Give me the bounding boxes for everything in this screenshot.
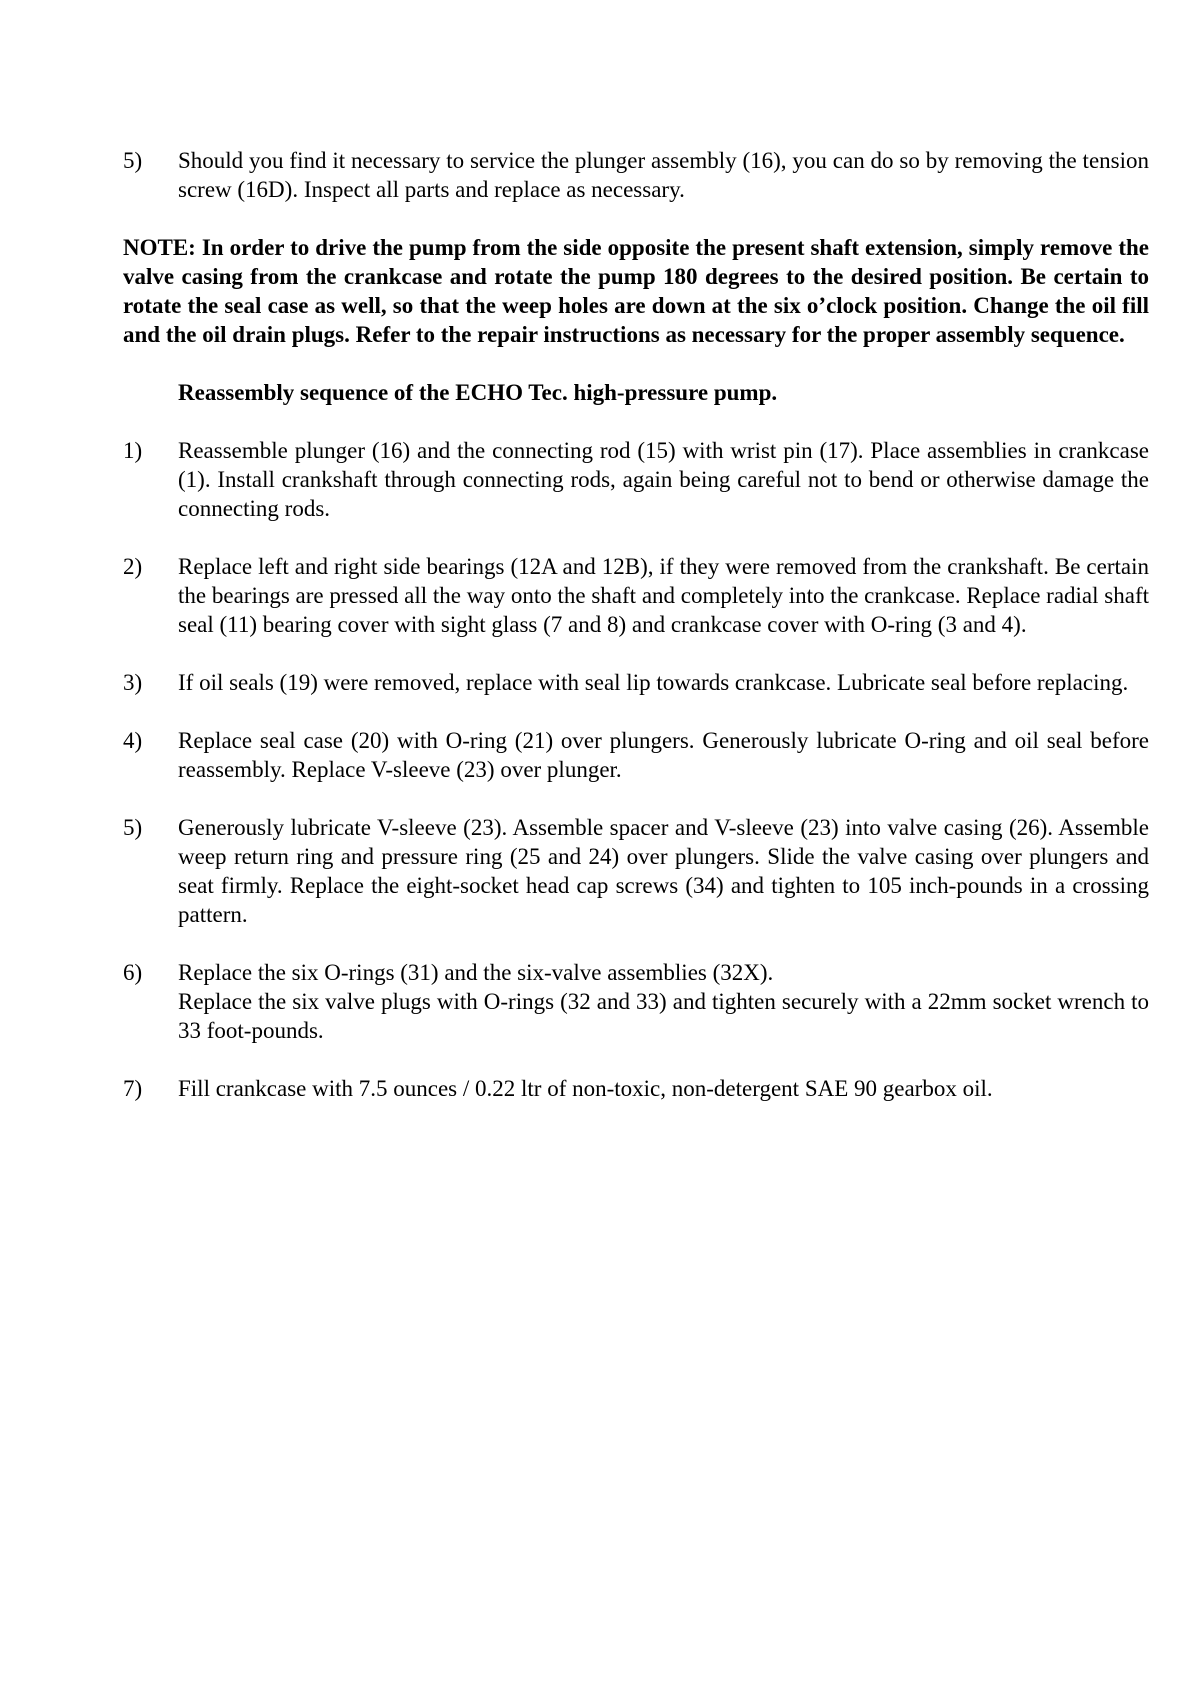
step-7: [123, 1074, 1149, 1103]
note-paragraph: NOTE: In order to drive the pump from the side opposite the present shaft extension, simply remove the valve casing from the crankcase and rotate the pump 180 degrees to the desired position. Be certain to rotate the seal case as well, so that the weep holes are down at the six o’clock position. Change the oil fill and the oil drain plugs. Refer to the repair instructions as necessary for the proper assembly sequence.: [123, 235, 1149, 347]
step-text-line-1: Replace the six O-rings (31) and the six-valve assemblies (32X).: [178, 960, 774, 985]
item-text: Should you find it necessary to service the plunger assembly (16), you can do so by removing the tension screw (16D). Inspect all parts and replace as necessary.: [178, 148, 1149, 202]
step-1: [123, 436, 1149, 523]
step-text: If oil seals (19) were removed, replace with seal lip towards crankcase. Lubricate seal before replacing.: [178, 670, 1129, 695]
intro-list-item: [123, 146, 1149, 204]
item-number: 5): [123, 148, 143, 173]
step-number: 7): [123, 1076, 143, 1101]
step-3: [123, 668, 1149, 697]
step-4: [123, 726, 1149, 784]
step-2: [123, 552, 1149, 639]
step-number: 2): [123, 554, 143, 579]
section-heading: Reassembly sequence of the ECHO Tec. high-pressure pump.: [178, 380, 778, 405]
step-text-line-2: Replace the six valve plugs with O-rings (32 and 33) and tighten securely with a 22mm socket wrench to 33 foot-pounds.: [178, 989, 1149, 1043]
step-number: 3): [123, 670, 143, 695]
step-text: Replace seal case (20) with O-ring (21) over plungers. Generously lubricate O-ring and oil seal before reassembly. Replace V-sleeve (23) over plunger.: [178, 728, 1149, 782]
step-text: Generously lubricate V-sleeve (23). Assemble spacer and V-sleeve (23) into valve casing (26). Assemble weep return ring and pressure ring (25 and 24) over plungers. Slide the valve casing over plungers and seat firmly. Replace the eight-socket head cap screws (34) and tighten to 105 inch-pounds in a crossing pattern.: [178, 815, 1149, 927]
step-5: [123, 813, 1149, 929]
step-6: [123, 958, 1149, 1045]
document-page: [123, 146, 1149, 1103]
step-text: Replace left and right side bearings (12A and 12B), if they were removed from the crankshaft. Be certain the bearings are pressed all the way onto the shaft and completely into the crankcase. Replace radial shaft seal (11) bearing cover with sight glass (7 and 8) and crankcase cover with O-ring (3 and 4).: [178, 554, 1149, 637]
step-number: 6): [123, 960, 143, 985]
step-text-block: [178, 958, 1149, 1045]
step-number: 4): [123, 728, 143, 753]
step-text: Fill crankcase with 7.5 ounces / 0.22 ltr of non-toxic, non-detergent SAE 90 gearbox oil.: [178, 1076, 993, 1101]
step-number: 1): [123, 438, 143, 463]
step-text: Reassemble plunger (16) and the connecting rod (15) with wrist pin (17). Place assemblies in crankcase (1). Install crankshaft through connecting rods, again being careful not to bend or otherwise damage the connecting rods.: [178, 438, 1149, 521]
step-number: 5): [123, 815, 143, 840]
